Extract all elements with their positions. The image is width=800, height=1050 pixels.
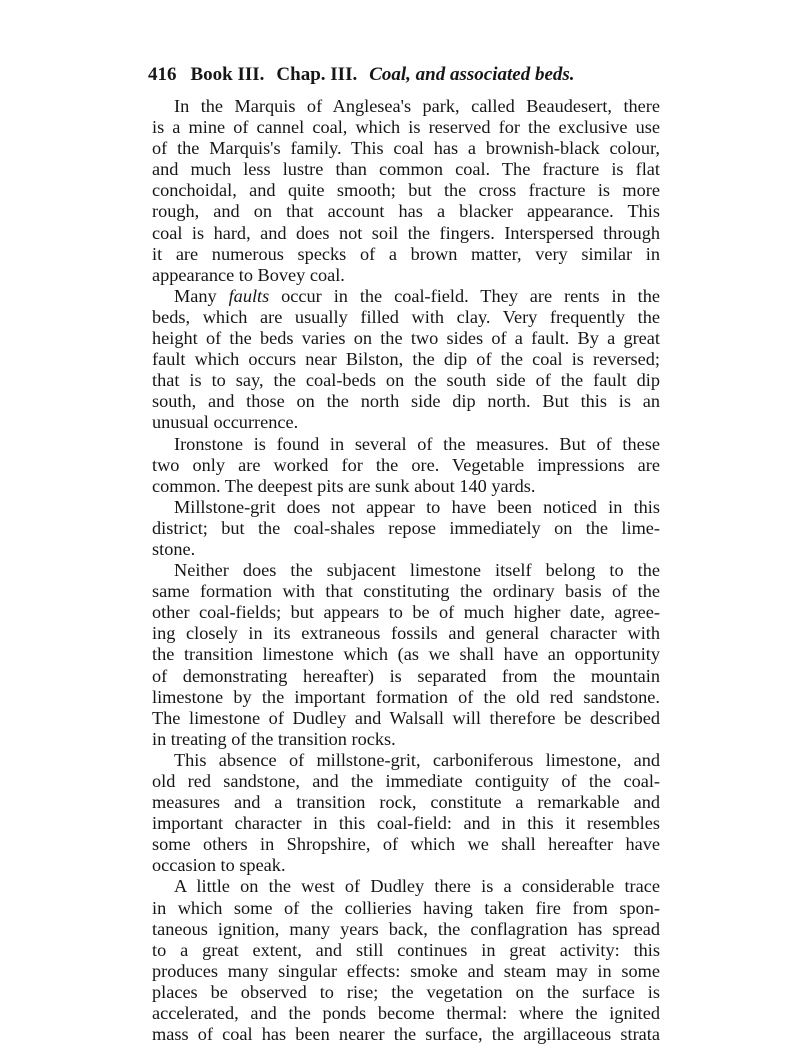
text-line-continuation: occur in the coal-field. They are rents in the [269,285,660,306]
text-line [152,265,660,286]
text-line [152,666,660,687]
text-line [152,898,660,919]
text-line [152,1024,660,1045]
text-line [152,961,660,982]
text-line-content: to a great extent, and still continues in great activity: this [152,939,660,960]
text-line-content: taneous ignition, many years back, the conflagration has spread [152,918,660,939]
text-line [152,750,660,771]
text-line [152,919,660,940]
running-head [148,62,618,88]
text-line-content: and much less lustre than common coal. The fracture is flat [152,159,660,180]
italic-term: faults [228,285,270,306]
text-line [152,855,660,876]
text-line-content: it are numerous specks of a brown matter, very similar in [152,243,660,264]
text-line-content: unusual occurrence. [152,412,299,433]
text-line-content: stone. [152,538,196,559]
text-line [152,476,660,497]
text-line-content: mass of coal has been nearer the surface, the argillaceous strata [152,1024,660,1045]
text-line [152,581,660,602]
text-line-content: Millstone-grit does not appear to have been noticed in this [174,496,660,517]
text-line-content: two only are worked for the ore. Vegetable impressions are [152,454,660,475]
text-line [152,687,660,708]
text-line [152,876,660,897]
text-line-content: of demonstrating hereafter) is separated from the mountain [152,665,660,686]
book-label: Book III. [190,64,265,85]
text-line-content: produces many singular effects: smoke and steam may in some [152,960,660,981]
text-line [152,602,660,623]
text-line-content: places be observed to rise; the vegetation on the surface is [152,981,660,1002]
text-line [152,117,660,138]
text-line [152,518,660,539]
text-line-content: in which some of the collieries having taken fire from spon- [152,897,660,918]
text-line [152,834,660,855]
text-line [152,792,660,813]
text-line-content: fault which occurs near Bilston, the dip of the coal is reversed; [152,349,660,370]
text-line-content: In the Marquis of Anglesea's park, called Beaudesert, there [174,96,660,116]
text-line [152,434,660,455]
text-line-content: coal is hard, and does not soil the fingers. Interspersed through [152,222,660,243]
text-line-content: some others in Shropshire, of which we shall hereafter have [152,834,660,855]
text-line-content: south, and those on the north side dip north. But this is an [152,391,660,412]
body-text [152,96,660,1045]
text-line-content: important character in this coal-field: and in this it resembles [152,813,660,834]
text-line-content: ing closely in its extraneous fossils and general character with [152,623,660,644]
text-line [152,1003,660,1024]
page-number: 416 [148,64,177,85]
text-line [152,455,660,476]
text-line-content: rough, and on that account has a blacker appearance. This [152,201,660,222]
text-line-content: conchoidal, and quite smooth; but the cross fracture is more [152,180,660,201]
text-line-content: accelerated, and the ponds become thermal: where the ignited [152,1003,660,1024]
text-line-content: appearance to Bovey coal. [152,264,345,285]
text-line-content: Neither does the subjacent limestone itself belong to the [174,560,660,581]
text-line [152,771,660,792]
text-line-content: old red sandstone, and the immediate contiguity of the coal- [152,771,660,791]
text-line [152,223,660,244]
text-line [152,623,660,644]
text-line [152,412,660,433]
text-line [152,96,660,117]
text-line [152,307,660,328]
text-line-content: district; but the coal-shales repose immediately on the lime- [152,517,660,538]
text-line [152,982,660,1003]
text-line-content: occasion to speak. [152,855,286,876]
text-line [152,201,660,222]
text-line-content: Ironstone is found in several of the measures. But of these [174,433,660,454]
text-line [152,729,660,750]
text-line [152,328,660,349]
text-line-content: other coal-fields; but appears to be of much higher date, agree- [152,602,660,623]
text-line [152,644,660,665]
text-line-content: in treating of the transition rocks. [152,728,396,749]
chapter-label: Chap. III. [276,64,358,85]
text-line [152,159,660,180]
text-line [152,370,660,391]
chapter-topic: Coal, and associated beds. [369,64,575,85]
text-line-content: same formation with that constituting the ordinary basis of the [152,581,660,602]
text-line [152,391,660,412]
text-line-content: Many [174,285,229,306]
text-line [152,560,660,581]
text-line-content: measures and a transition rock, constitute a remarkable and [152,792,660,813]
text-line [152,138,660,159]
text-line-content: the transition limestone which (as we shall have an opportunity [152,644,660,665]
text-line [152,180,660,201]
text-line-content: common. The deepest pits are sunk about 140 yards. [152,475,536,496]
text-line-content: is a mine of cannel coal, which is reserved for the exclusive use [152,117,660,138]
text-line-content: height of the beds varies on the two sides of a fault. By a great [152,328,660,349]
text-line [152,286,660,307]
text-line [152,813,660,834]
text-line-content: The limestone of Dudley and Walsall will therefore be described [152,707,660,728]
text-line [152,708,660,729]
text-line [152,539,660,560]
text-line-content: This absence of millstone-grit, carboniferous limestone, and [174,749,660,770]
text-line-content: limestone by the important formation of the old red sandstone. [152,686,660,707]
text-line-content: A little on the west of Dudley there is a considerable trace [174,876,660,897]
text-line [152,940,660,961]
text-line-content: beds, which are usually filled with clay. Very frequently the [152,306,660,327]
text-line [152,244,660,265]
text-line-content: of the Marquis's family. This coal has a brownish-black colour, [152,138,660,159]
text-line-content: that is to say, the coal-beds on the south side of the fault dip [152,370,660,391]
text-line [152,497,660,518]
text-line [152,349,660,370]
